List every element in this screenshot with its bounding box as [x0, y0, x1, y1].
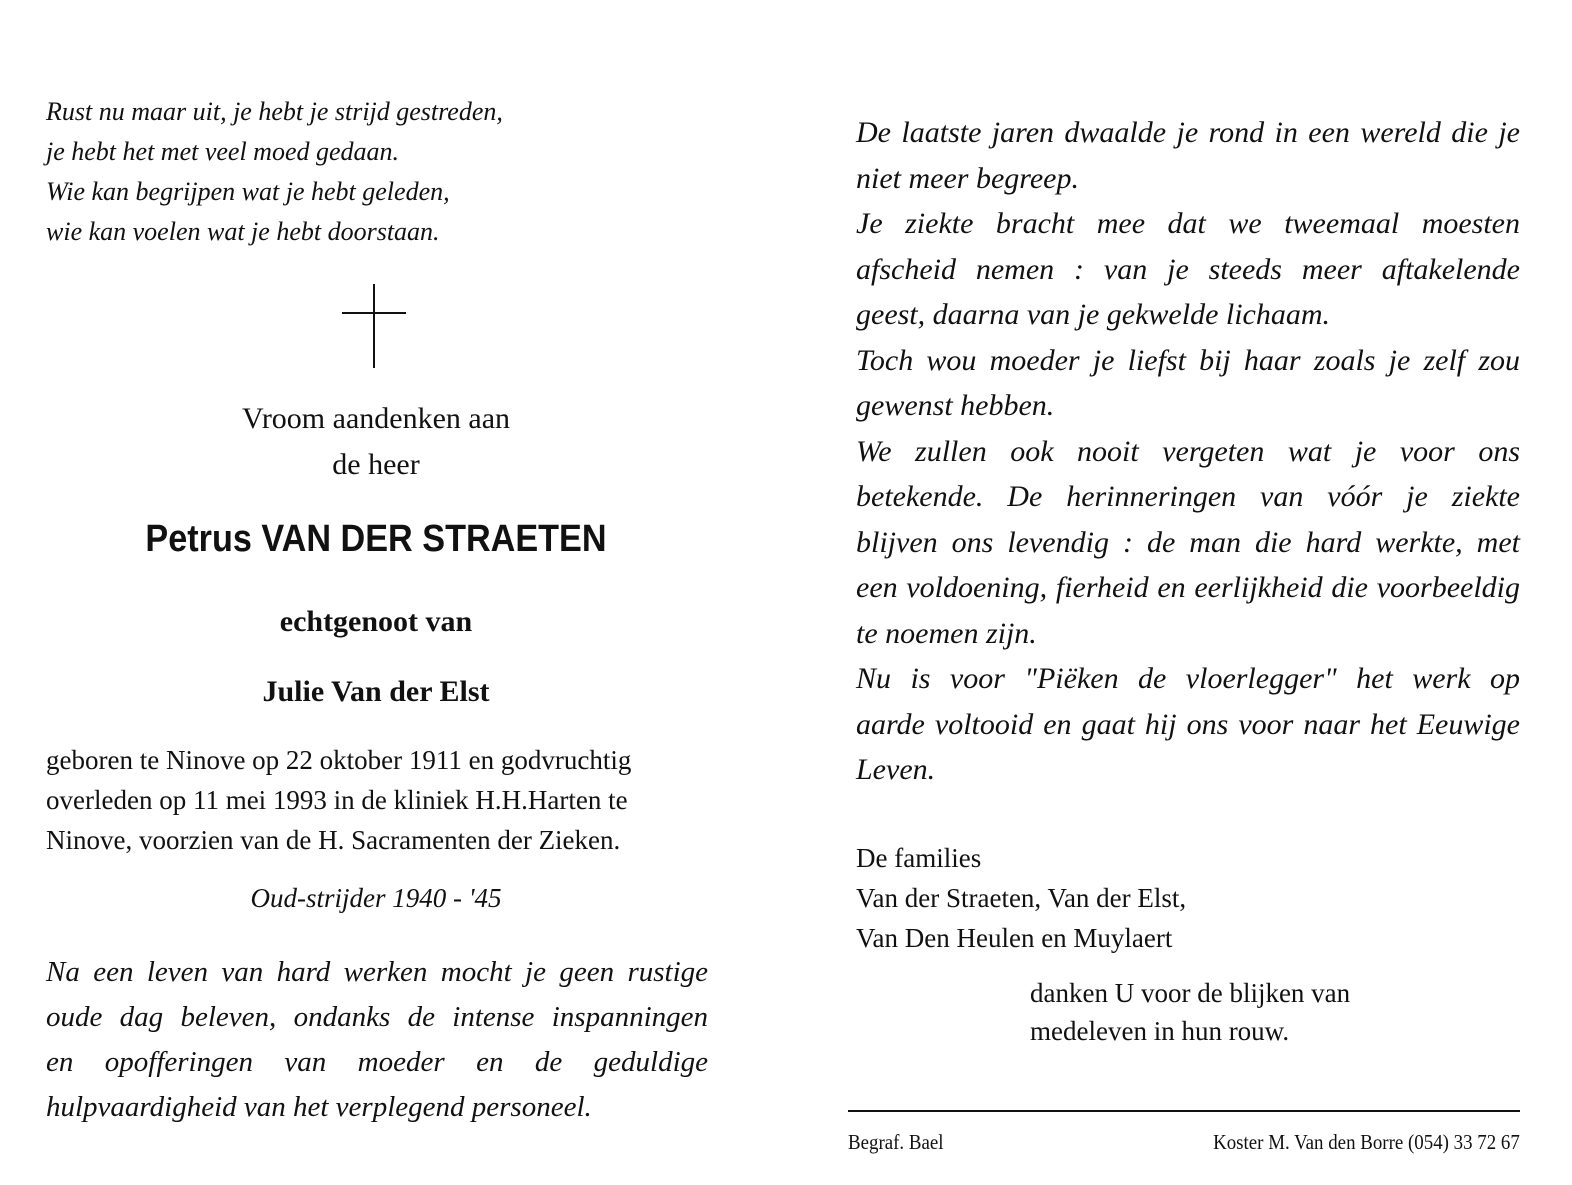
memory-line: de heer [332, 448, 420, 481]
cross-vertical [373, 284, 375, 368]
story-line: niet meer begreep. [856, 161, 1079, 195]
bio-line: overleden op 11 mei 1993 in de kliniek H.H.Harten te [46, 785, 628, 815]
story-line: afscheid nemen : van je steeds meer aftakelende [856, 252, 1520, 286]
poem-line: je hebt het met veel moed gedaan. [46, 137, 400, 166]
story-line: De laatste jaren dwaalde je rond in een wereld die je [856, 116, 1520, 149]
families-line: De families [856, 843, 982, 873]
families-line: Van der Straeten, Van der Elst, [856, 883, 1187, 913]
tribute-line: Na een leven van hard werken mocht je geen rustige [46, 956, 708, 988]
story-line: geest, daarna van je gekwelde lichaam. [856, 298, 1331, 331]
story-line: Je ziekte bracht mee dat we tweemaal moesten [856, 207, 1520, 240]
story-text [856, 110, 1520, 793]
veteran-note: Oud-strijder 1940 - '45 [250, 883, 502, 913]
poem-line: wie kan voelen wat je hebt doorstaan. [46, 217, 440, 246]
tribute-line: en opofferingen van moeder en de geduldige [46, 1046, 708, 1078]
opening-poem [46, 92, 606, 252]
story-line: We zullen ook nooit vergeten wat je voor ons [856, 434, 1520, 468]
deceased-name: Petrus VAN DER STRAETEN [145, 518, 607, 560]
poem-line: Rust nu maar uit, je hebt je strijd gestreden, [46, 97, 503, 126]
footer [848, 1125, 1520, 1159]
tribute-text [46, 950, 708, 1130]
poem-line: Wie kan begrijpen wat je hebt geleden, [46, 177, 450, 206]
families-signature [856, 838, 1356, 958]
biography [46, 740, 718, 860]
story-line: aarde voltooid en gaat hij ons voor naar het Eeuwige [856, 707, 1520, 741]
tribute-line: oude dag beleven, ondanks de intense inspanningen [46, 1001, 708, 1033]
story-line: betekende. De herinneringen van vóór je ziekte [856, 480, 1520, 513]
thanks-line: danken U voor de blijken van [1030, 978, 1351, 1008]
story-line: een voldoening, fierheid en eerlijkheid die voorbeeldig [856, 571, 1520, 604]
spouse-label: echtgenoot van [279, 605, 473, 638]
funeral-director: Begraf. Bael [848, 1130, 944, 1154]
story-line: Leven. [856, 753, 936, 786]
bio-line: geboren te Ninove op 22 oktober 1911 en godvruchtig [46, 745, 632, 775]
families-line: Van Den Heulen en Muylaert [856, 923, 1173, 953]
story-line: Nu is voor "Piëken de vloerlegger" het werk op [856, 662, 1520, 695]
story-line: blijven ons levendig : de man die hard werkte, met [856, 525, 1520, 559]
thanks-line: medeleven in hun rouw. [1030, 1016, 1290, 1046]
story-line: gewenst hebben. [856, 389, 1055, 422]
memory-line: Vroom aandenken aan [241, 402, 511, 435]
story-line: Toch wou moeder je liefst bij haar zoals je zelf zou [856, 343, 1520, 377]
bio-line: Ninove, voorzien van de H. Sacramenten der Zieken. [46, 825, 621, 855]
story-line: te noemen zijn. [856, 616, 1037, 650]
sexton-contact: Koster M. Van den Borre (054) 33 72 67 [1213, 1130, 1520, 1154]
cross-icon [342, 284, 406, 368]
tribute-line: hulpvaardigheid van het verplegend personeel. [46, 1091, 592, 1123]
spouse-name: Julie Van der Elst [262, 675, 490, 708]
cross-horizontal [342, 312, 406, 314]
memory-heading [100, 396, 652, 488]
thanks-text [1030, 974, 1510, 1050]
footer-divider [848, 1110, 1520, 1112]
